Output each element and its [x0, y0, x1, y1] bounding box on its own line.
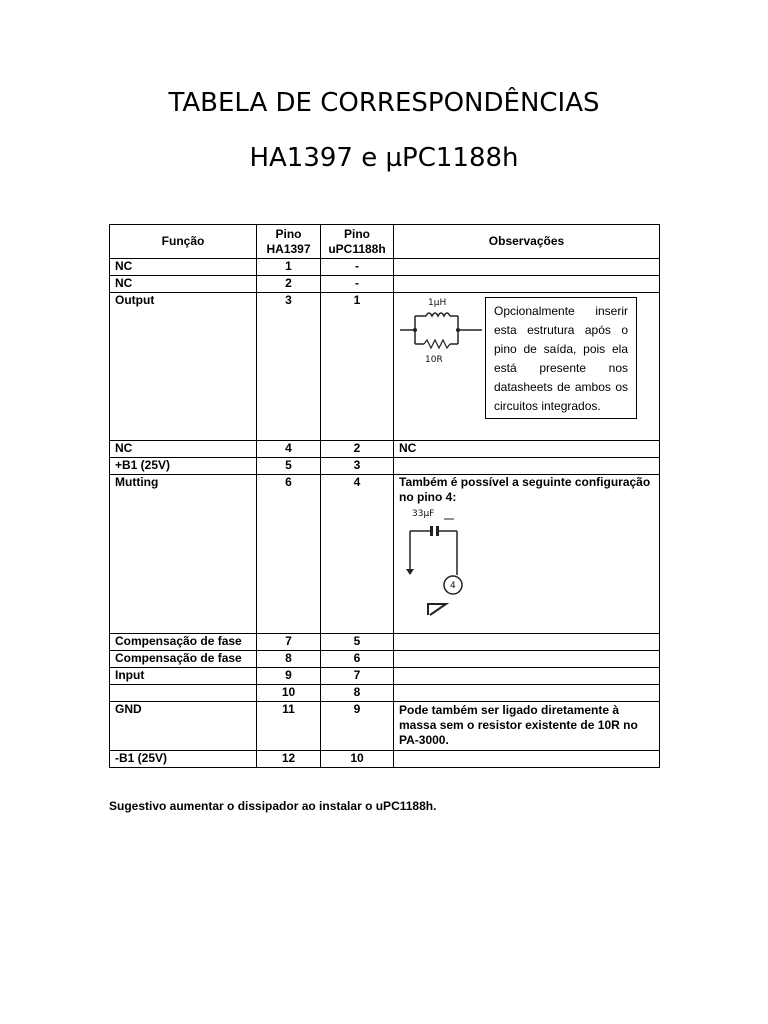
table-header-row — [110, 225, 660, 259]
cell-pino-ha: 7 — [257, 634, 321, 651]
cell-funcao — [110, 685, 257, 702]
resistor-zigzag — [424, 340, 450, 348]
cell-pino-upc: 9 — [321, 702, 394, 751]
cell-obs — [394, 458, 660, 475]
cell-obs: Também é possível a seguinte configuração no pino 4: — [394, 475, 660, 634]
resistor-label: 10R — [425, 355, 443, 365]
cell-pino-ha: 11 — [257, 702, 321, 751]
cell-pino-upc: 2 — [321, 441, 394, 458]
cell-pino-ha: 4 — [257, 441, 321, 458]
cell-funcao: Compensação de fase — [110, 651, 257, 668]
cell-obs — [394, 668, 660, 685]
capacitor-plate — [436, 526, 439, 536]
cell-obs — [394, 685, 660, 702]
cell-pino-ha: 3 — [257, 293, 321, 441]
ic-outline — [428, 604, 446, 615]
cell-funcao: Mutting — [110, 475, 257, 634]
table-row — [110, 634, 660, 651]
cell-pino-upc: 8 — [321, 685, 394, 702]
cell-obs: NC — [394, 441, 660, 458]
footnote: Sugestivo aumentar o dissipador ao instalar o uPC1188h. — [109, 799, 437, 813]
cell-funcao: +B1 (25V) — [110, 458, 257, 475]
cell-funcao: NC — [110, 441, 257, 458]
cell-funcao: GND — [110, 702, 257, 751]
cell-funcao: NC — [110, 259, 257, 276]
table-row — [110, 259, 660, 276]
cell-pino-ha: 9 — [257, 668, 321, 685]
header-observacoes: Observações — [394, 225, 660, 259]
cell-pino-upc: - — [321, 259, 394, 276]
cell-pino-upc: - — [321, 276, 394, 293]
inductor-label: 1µH — [428, 298, 447, 308]
table-row — [110, 702, 660, 751]
pin-label: 4 — [450, 581, 456, 591]
table-row — [110, 475, 660, 634]
table-row — [110, 685, 660, 702]
cell-obs — [394, 276, 660, 293]
header-pino-upc1188h: Pino uPC1188h — [321, 225, 394, 259]
cell-pino-ha: 5 — [257, 458, 321, 475]
table-row — [110, 651, 660, 668]
table-row — [110, 458, 660, 475]
mutting-capacitor-circuit — [400, 505, 472, 619]
table-row — [110, 668, 660, 685]
cell-pino-upc: 5 — [321, 634, 394, 651]
capacitor-label: 33µF — [412, 509, 435, 519]
cell-pino-upc: 1 — [321, 293, 394, 441]
table-row — [110, 276, 660, 293]
cell-obs: Pode também ser ligado diretamente à massa sem o resistor existente de 10R no PA-3000. — [394, 702, 660, 751]
cell-funcao: Input — [110, 668, 257, 685]
cell-pino-ha: 12 — [257, 751, 321, 768]
cell-pino-ha: 1 — [257, 259, 321, 276]
ground-symbol — [406, 569, 414, 575]
cell-pino-upc: 6 — [321, 651, 394, 668]
cell-pino-ha: 6 — [257, 475, 321, 634]
cell-pino-upc: 7 — [321, 668, 394, 685]
inductor-coil — [426, 313, 450, 316]
table-row — [110, 441, 660, 458]
cell-obs — [394, 259, 660, 276]
cell-pino-ha: 8 — [257, 651, 321, 668]
cell-funcao: Output — [110, 293, 257, 441]
cell-obs — [394, 634, 660, 651]
cell-pino-upc: 10 — [321, 751, 394, 768]
document-subtitle: HA1397 e µPC1188h — [249, 143, 519, 173]
output-observation-note: Opcionalmente inserir esta estrutura após o pino de saída, pois ela está presente nos datasheets de ambos os circuitos integrados. — [485, 297, 637, 419]
cell-obs — [394, 751, 660, 768]
cell-funcao: Compensação de fase — [110, 634, 257, 651]
cell-pino-upc: 3 — [321, 458, 394, 475]
header-funcao: Função — [110, 225, 257, 259]
cell-pino-ha: 10 — [257, 685, 321, 702]
cell-obs — [394, 651, 660, 668]
cell-funcao: NC — [110, 276, 257, 293]
capacitor-plate — [430, 526, 433, 536]
cell-pino-ha: 2 — [257, 276, 321, 293]
header-pino-ha1397: Pino HA1397 — [257, 225, 321, 259]
document-title: TABELA DE CORRESPONDÊNCIAS — [168, 88, 600, 118]
output-filter-circuit — [398, 294, 484, 366]
cell-funcao: -B1 (25V) — [110, 751, 257, 768]
table-row — [110, 751, 660, 768]
cell-pino-upc: 4 — [321, 475, 394, 634]
